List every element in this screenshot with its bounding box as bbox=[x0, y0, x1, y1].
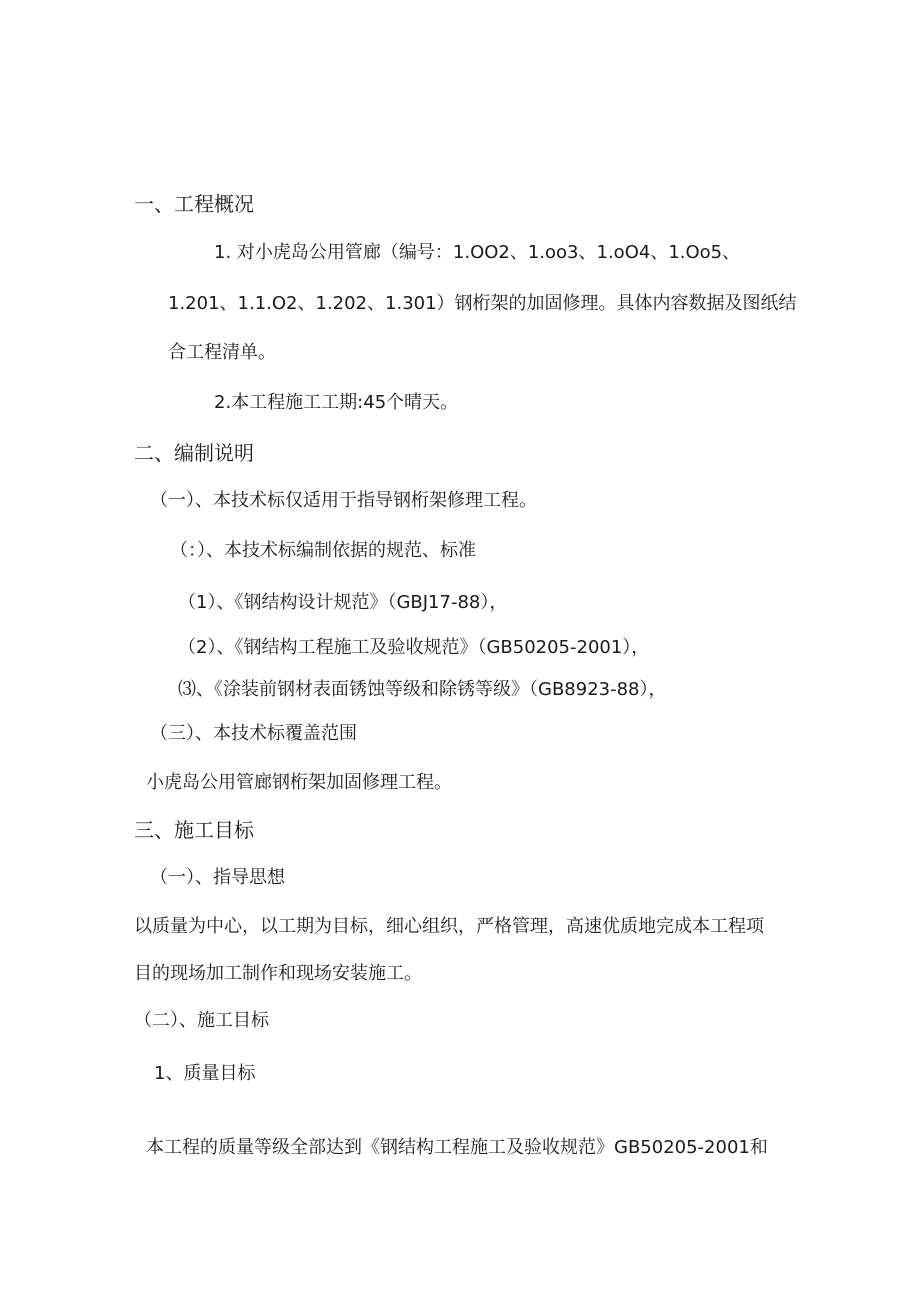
quality-goal-text: 本工程的质量等级全部达到《钢结构工程施工及验收规范》GB50205-2001和 bbox=[146, 1137, 768, 1158]
quality-goal-title: 1、质量目标 bbox=[154, 1063, 256, 1084]
section-2-item-3: （三）、本技术标覆盖范围 bbox=[150, 723, 357, 744]
section-3-item-2: （二）、施工目标 bbox=[134, 1010, 269, 1031]
section-2-item-1: （一）、本技术标仅适用于指导钢桁架修理工程。 bbox=[150, 490, 537, 511]
section-3-heading: 三、施工目标 bbox=[134, 818, 254, 842]
standard-1: （1）、《钢结构设计规范》（GBJ17-88）， bbox=[178, 592, 508, 613]
section-1-para-1-line-1: 1. 对小虎岛公用管廊（编号：1.OO2、1.oo3、1.oO4、1.Oo5、 bbox=[214, 242, 741, 263]
standard-2: （2）、《钢结构工程施工及验收规范》（GB50205-2001）， bbox=[178, 637, 650, 658]
section-1-para-2: 2.本工程施工工期:45个晴天。 bbox=[214, 392, 459, 413]
guide-line-2: 目的现场加工制作和现场安装施工。 bbox=[134, 963, 422, 984]
section-1-para-1-line-3: 合工程清单。 bbox=[168, 342, 276, 363]
section-3-item-1: （一）、指导思想 bbox=[150, 867, 285, 888]
section-1-heading: 一、工程概况 bbox=[134, 192, 254, 216]
scope-text: 小虎岛公用管廊钢桁架加固修理工程。 bbox=[146, 772, 452, 793]
section-1-para-1-line-2: 1.201、1.1.O2、1.202、1.301）钢桁架的加固修理。具体内容数据及图纸结 bbox=[168, 293, 797, 314]
standard-3: ⑶、《涂装前钢材表面锈蚀等级和除锈等级》（GB8923-88）， bbox=[178, 679, 667, 700]
guide-line-1: 以质量为中心，以工期为目标，细心组织，严格管理，高速优质地完成本工程项 bbox=[134, 916, 764, 937]
section-2-heading: 二、编制说明 bbox=[134, 441, 254, 465]
section-2-item-2: （：）、本技术标编制依据的规范、标准 bbox=[170, 540, 476, 561]
